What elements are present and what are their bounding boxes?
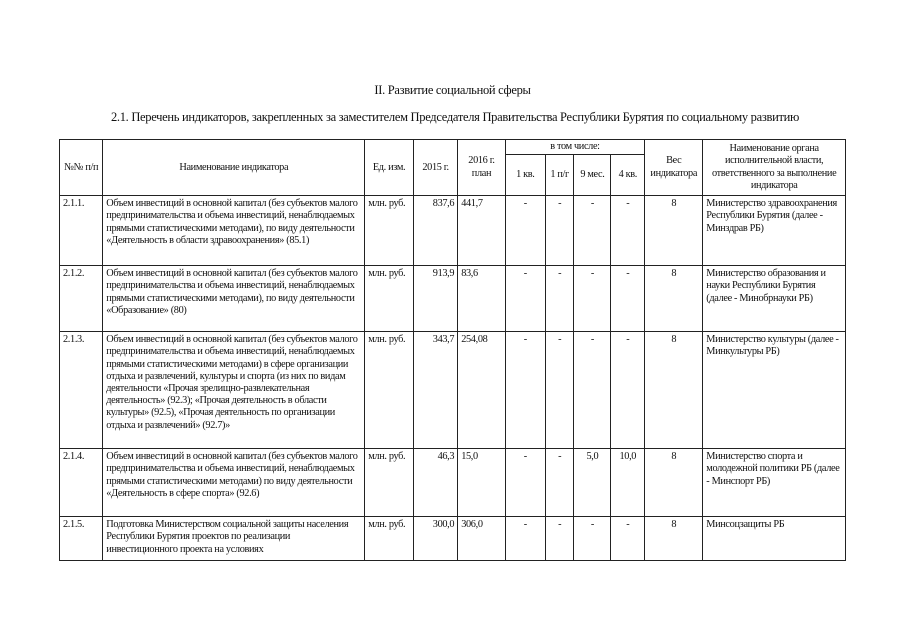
row-q4: -	[611, 196, 645, 266]
row-q1: -	[505, 332, 545, 449]
section-title: II. Развитие социальной сферы	[374, 83, 531, 97]
row-org: Минсоцзащиты РБ	[703, 517, 846, 561]
header-2016-plan: 2016 г. план	[458, 140, 506, 196]
row-indicator-name: Объем инвестиций в основной капитал (без субъектов малого предпринимательства и объема инвестиций, ненаблюдаемых прямыми статистическими методами), по виду деятельности «Образование» (80)	[103, 266, 365, 332]
header-weight: Вес индикатора	[645, 140, 703, 196]
header-2015: 2015 г.	[413, 140, 457, 196]
row-half-year: -	[545, 196, 574, 266]
row-unit: млн. руб.	[365, 196, 414, 266]
table-row	[60, 332, 846, 449]
header-name: Наименование индикатора	[103, 140, 365, 196]
row-unit: млн. руб.	[365, 517, 414, 561]
row-q1: -	[505, 196, 545, 266]
row-9-months: -	[574, 517, 611, 561]
row-q1: -	[505, 449, 545, 517]
table-row	[60, 449, 846, 517]
row-indicator-name: Объем инвестиций в основной капитал (без субъектов малого предпринимательства и объема инвестиций, ненаблюдаемых прямыми статистическими методами) в сфере организации отдыха и развлечений, культуры и спорта (из них по видам деятельности «Прочая зрелищно-развлекательная деятельность» (92.3); «Прочая деятельность в области культуры» (92.5), «Прочая деятельность по организации отдыха и развлечений» (92.7)»	[103, 332, 365, 449]
row-weight: 8	[645, 517, 703, 561]
row-2016-plan: 83,6	[458, 266, 506, 332]
header-unit: Ед. изм.	[365, 140, 414, 196]
row-weight: 8	[645, 266, 703, 332]
row-num: 2.1.3.	[60, 332, 103, 449]
row-unit: млн. руб.	[365, 332, 414, 449]
table-row	[60, 517, 846, 561]
row-unit: млн. руб.	[365, 266, 414, 332]
row-2016-plan: 15,0	[458, 449, 506, 517]
row-num: 2.1.5.	[60, 517, 103, 561]
row-9-months: 5,0	[574, 449, 611, 517]
header-q1: 1 кв.	[505, 155, 545, 196]
row-2015: 300,0	[413, 517, 457, 561]
row-q4: -	[611, 517, 645, 561]
header-num: №№ п/п	[60, 140, 103, 196]
row-half-year: -	[545, 266, 574, 332]
table-row	[60, 196, 846, 266]
row-weight: 8	[645, 332, 703, 449]
row-org: Министерство здравоохранения Республики Бурятия (далее - Минздрав РБ)	[703, 196, 846, 266]
row-9-months: -	[574, 332, 611, 449]
indicators-table	[59, 139, 846, 561]
header-q4: 4 кв.	[611, 155, 645, 196]
row-q4: -	[611, 266, 645, 332]
row-9-months: -	[574, 196, 611, 266]
row-indicator-name: Подготовка Министерством социальной защиты населения Республики Бурятия проектов по реализации инвестиционного проекта на условиях	[103, 517, 365, 561]
row-half-year: -	[545, 332, 574, 449]
table-header-row	[60, 140, 846, 155]
row-q1: -	[505, 517, 545, 561]
row-org: Министерство образования и науки Республики Бурятия (далее - Минобрнауки РБ)	[703, 266, 846, 332]
header-org: Наименование органа исполнительной власти, ответственного за выполнение индикатора	[703, 140, 846, 196]
row-org: Министерство спорта и молодежной политики РБ (далее - Минспорт РБ)	[703, 449, 846, 517]
row-2015: 46,3	[413, 449, 457, 517]
row-2016-plan: 306,0	[458, 517, 506, 561]
row-2015: 837,6	[413, 196, 457, 266]
row-num: 2.1.4.	[60, 449, 103, 517]
row-weight: 8	[645, 196, 703, 266]
header-half-year: 1 п/г	[545, 155, 574, 196]
row-org: Министерство культуры (далее - Минкультуры РБ)	[703, 332, 846, 449]
row-2016-plan: 254,08	[458, 332, 506, 449]
subsection-title: 2.1. Перечень индикаторов, закрепленных за заместителем Председателя Правительства Республики Бурятия по социальному развитию	[110, 110, 800, 124]
row-num: 2.1.1.	[60, 196, 103, 266]
row-indicator-name: Объем инвестиций в основной капитал (без субъектов малого предпринимательства и объема инвестиций, ненаблюдаемых прямыми статистическими методами), по виду деятельности «Деятельность в области здравоохранения» (85.1)	[103, 196, 365, 266]
header-9-months: 9 мес.	[574, 155, 611, 196]
table-row	[60, 266, 846, 332]
header-including: в том числе:	[505, 140, 644, 155]
row-9-months: -	[574, 266, 611, 332]
row-weight: 8	[645, 449, 703, 517]
row-q4: -	[611, 332, 645, 449]
row-q1: -	[505, 266, 545, 332]
row-indicator-name: Объем инвестиций в основной капитал (без субъектов малого предпринимательства и объема инвестиций, ненаблюдаемых прямыми статистическими методами) по виду деятельности «Деятельность в сфере спорта» (92.6)	[103, 449, 365, 517]
row-num: 2.1.2.	[60, 266, 103, 332]
row-2015: 343,7	[413, 332, 457, 449]
row-2016-plan: 441,7	[458, 196, 506, 266]
row-unit: млн. руб.	[365, 449, 414, 517]
row-q4: 10,0	[611, 449, 645, 517]
row-2015: 913,9	[413, 266, 457, 332]
row-half-year: -	[545, 517, 574, 561]
row-half-year: -	[545, 449, 574, 517]
